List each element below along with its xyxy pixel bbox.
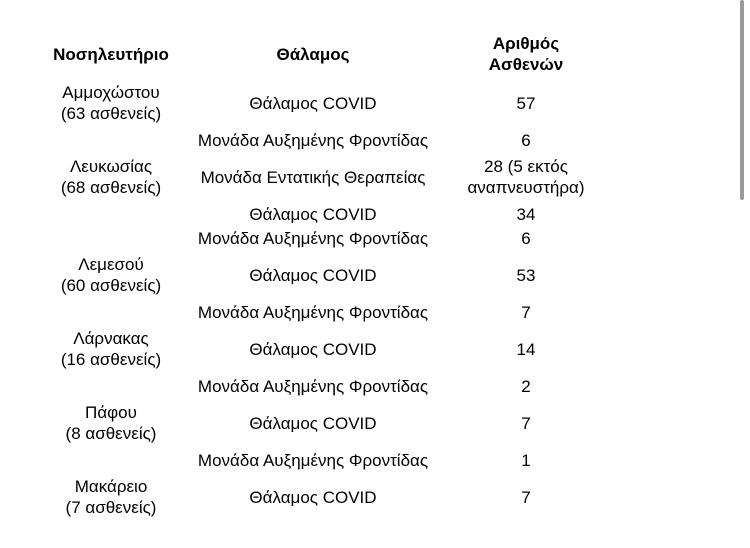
hospital-cell [44, 250, 178, 300]
ward-cell: Θάλαμος COVID [249, 204, 377, 224]
patients-cell: 6 [521, 130, 531, 150]
table-row [44, 398, 604, 448]
patients-cell: 7 [521, 302, 531, 322]
ward-cell: Μονάδα Αυξημένης Φροντίδας [197, 376, 429, 396]
table-row [44, 324, 604, 374]
patients-line1: 28 (5 εκτός [484, 157, 568, 176]
hospital-count: (16 ασθενείς) [60, 350, 162, 369]
patients-cell: 7 [521, 413, 531, 433]
ward-cell: Θάλαμος COVID [249, 93, 377, 113]
hospital-count: (8 ασθενείς) [65, 424, 157, 443]
patients-table [44, 30, 604, 522]
vertical-scrollbar[interactable] [740, 0, 744, 200]
hospital-name: Λεμεσού [78, 255, 144, 274]
hospital-name: Λάρνακας [73, 329, 149, 348]
ward-cell: Θάλαμος COVID [249, 487, 377, 507]
ward-cell: Θάλαμος COVID [249, 413, 377, 433]
hospital-name: Πάφου [85, 403, 137, 422]
ward-cell: Μονάδα Αυξημένης Φροντίδας [197, 450, 429, 470]
patients-cell: 34 [516, 204, 536, 224]
hospital-name: Αμμοχώστου [62, 83, 160, 102]
table-row [44, 250, 604, 300]
hospital-cell [44, 472, 178, 522]
patients-cell: 57 [516, 93, 536, 113]
hospital-count: (60 ασθενείς) [60, 276, 162, 295]
table-row [44, 448, 604, 472]
hospital-count: (7 ασθενείς) [65, 498, 157, 517]
ward-cell: Θάλαμος COVID [249, 265, 377, 285]
patients-cell: 14 [516, 339, 536, 359]
table-row [44, 472, 604, 522]
hospital-cell [44, 202, 178, 226]
hospital-count: (68 ασθενείς) [60, 178, 162, 197]
hospital-cell [44, 324, 178, 374]
patients-cell: 53 [516, 265, 536, 285]
hospital-cell [44, 78, 178, 128]
table-row [44, 374, 604, 398]
ward-cell: Μονάδα Αυξημένης Φροντίδας [197, 302, 429, 322]
ward-cell: Μονάδα Αυξημένης Φροντίδας [197, 130, 429, 150]
hospital-cell [44, 152, 178, 202]
header-patients-line2: Ασθενών [488, 55, 564, 74]
table-row [44, 226, 604, 250]
table-row [44, 202, 604, 226]
header-hospital: Νοσηλευτήριο [53, 44, 169, 64]
header-row [44, 30, 604, 78]
patients-cell: 2 [521, 376, 531, 396]
hospital-cell [44, 448, 178, 472]
hospital-table [44, 30, 604, 522]
hospital-count: (63 ασθενείς) [60, 104, 162, 123]
hospital-cell [44, 398, 178, 448]
ward-cell: Μονάδα Αυξημένης Φροντίδας [197, 228, 429, 248]
header-ward: Θάλαμος [276, 44, 350, 64]
header-patients-line1: Αριθμός [492, 34, 560, 53]
hospital-cell [44, 128, 178, 152]
hospital-cell [44, 226, 178, 250]
ward-cell: Μονάδα Εντατικής Θεραπείας [200, 167, 426, 187]
hospital-cell [44, 374, 178, 398]
hospital-name: Μακάρειο [74, 477, 148, 496]
table-row [44, 78, 604, 128]
patients-cell [448, 152, 604, 202]
patients-cell: 7 [521, 487, 531, 507]
table-row [44, 300, 604, 324]
header-patients [448, 30, 604, 78]
hospital-name: Λευκωσίας [69, 157, 153, 176]
patients-cell: 1 [521, 450, 531, 470]
table-row [44, 128, 604, 152]
patients-line2: αναπνευστήρα) [467, 178, 585, 197]
patients-cell: 6 [521, 228, 531, 248]
table-row [44, 152, 604, 202]
hospital-cell [44, 300, 178, 324]
ward-cell: Θάλαμος COVID [249, 339, 377, 359]
